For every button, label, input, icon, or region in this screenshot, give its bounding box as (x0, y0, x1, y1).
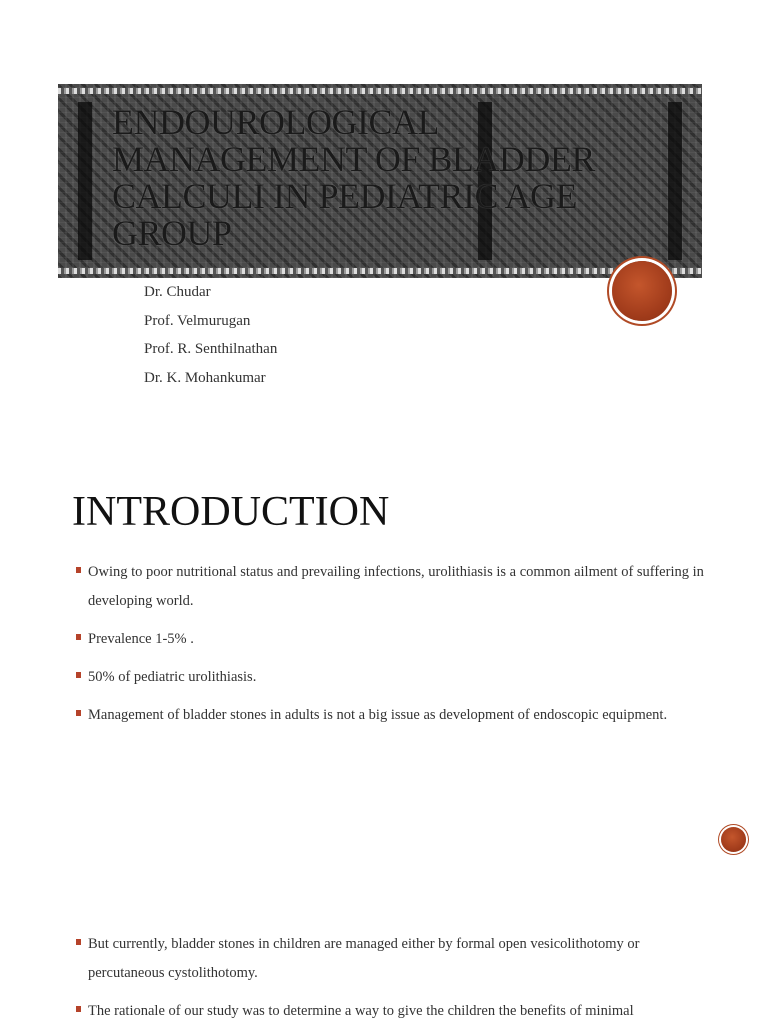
slide-title: ENDOUROLOGICAL MANAGEMENT OF BLADDER CALCULI IN PEDIATRIC AGE GROUP (112, 102, 595, 253)
bullet-item: But currently, bladder stones in children are managed either by formal open vesicolithotomy or percutaneous cystolithotomy. (76, 930, 716, 988)
author-name: Dr. K. Mohankumar (144, 369, 266, 386)
decorative-circle-icon (721, 827, 746, 852)
rationale-bullet-list (76, 930, 716, 1035)
bullet-item: The rationale of our study was to determine a way to give the children the benefits of minimal (76, 997, 716, 1026)
title-banner (58, 84, 702, 278)
author-name: Prof. Velmurugan (144, 312, 251, 329)
banner-bar (668, 102, 682, 260)
bullet-item: Management of bladder stones in adults is not a big issue as development of endoscopic equipment. (76, 701, 716, 730)
author-name: Prof. R. Senthilnathan (144, 341, 278, 357)
decorative-circle-icon (612, 261, 672, 321)
author-list (144, 278, 277, 392)
author-name: Dr. Chudar (144, 284, 211, 300)
banner-bottom-edge (58, 268, 702, 274)
bullet-item: 50% of pediatric urolithiasis. (76, 663, 716, 692)
bullet-item: Owing to poor nutritional status and prevailing infections, urolithiasis is a common ailment of suffering in developing world. (76, 558, 716, 616)
section-title: INTRODUCTION (72, 489, 390, 535)
bullet-item: Prevalence 1-5% . (76, 625, 716, 654)
intro-bullet-list (76, 558, 716, 739)
banner-top-edge (58, 88, 702, 94)
banner-bar (78, 102, 92, 260)
